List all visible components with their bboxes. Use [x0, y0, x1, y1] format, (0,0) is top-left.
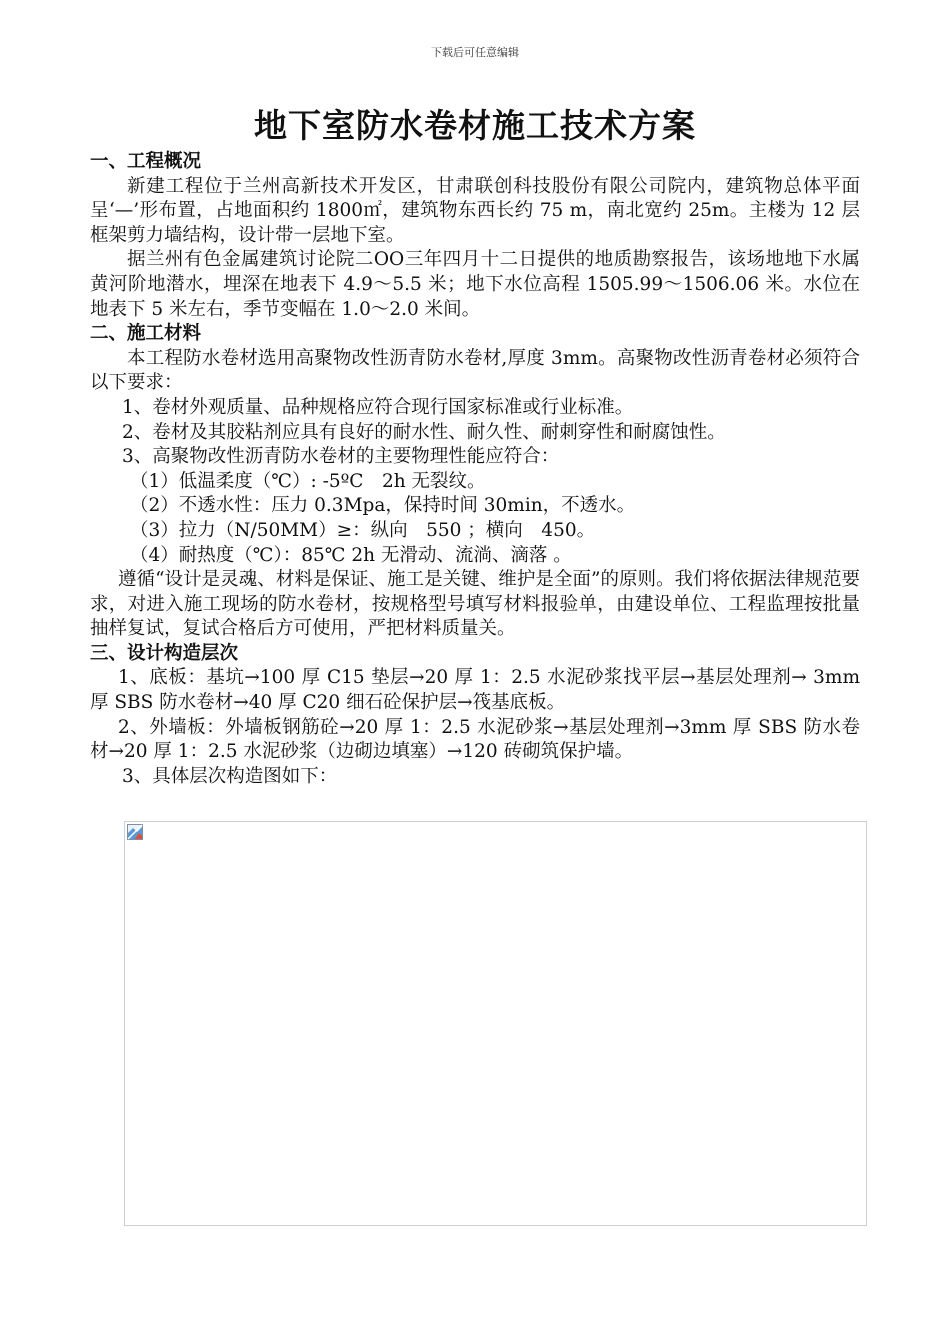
section1-paragraph-2: 据兰州有色金属建筑讨论院二OO三年四月十二日提供的地质勘察报告，该场地地下水属黄河阶地潜水，埋深在地表下 4.9～5.5 米；地下水位高程 1505.99～1506.06 米。水位在地表下 5 米左右，季节变幅在 1.0～2.0 米间。: [90, 249, 860, 320]
section3-item-3: 3、具体层次构造图如下：: [122, 765, 338, 787]
section3-item-1: 1、底板：基坑→100 厚 C15 垫层→20 厚 1：2.5 水泥砂浆找平层→基层处理剂→ 3mm 厚 SBS 防水卷材→40 厚 C20 细石砼保护层→筏基底板。: [90, 667, 860, 714]
section2-intro: 本工程防水卷材选用高聚物改性沥青防水卷材,厚度 3mm。高聚物改性沥青卷材必须符合以下要求：: [90, 347, 860, 394]
section2-subitem-1: （1）低温柔度（℃）: -5ºC 2h 无裂纹。: [130, 470, 486, 492]
header-note: 下载后可任意编辑: [431, 46, 519, 59]
section1-heading: 一、工程概况: [90, 151, 202, 172]
section2-subitem-3: （3）拉力（N/50MM）≥：纵向 550 ；横向 450。: [130, 519, 596, 541]
document-body: [90, 150, 860, 789]
section2-subitem-4: （4）耐热度（℃）：85℃ 2h 无滑动、流淌、滴落 。: [130, 544, 572, 566]
construction-diagram-frame: [124, 821, 867, 1226]
document-title: 地下室防水卷材施工技术方案: [254, 106, 696, 145]
section1-paragraph-1: 新建工程位于兰州高新技术开发区，甘肃联创科技股份有限公司院内，建筑物总体平面呈‘—’形布置，占地面积约 1800㎡，建筑物东西长约 75 m，南北宽约 25m。主楼为 12 层框架剪力墙结构，设计带一层地下室。: [90, 175, 860, 246]
section2-item-3: 3、高聚物改性沥青防水卷材的主要物理性能应符合：: [122, 446, 560, 468]
section2-subitem-2: （2）不透水性：压力 0.3Mpa，保持时间 30min，不透水。: [130, 495, 636, 517]
section2-heading: 二、施工材料: [90, 323, 202, 345]
section2-closing: 遵循“设计是灵魂、材料是保证、施工是关键、维护是全面”的原则。我们将依据法律规范要求，对进入施工现场的防水卷材，按规格型号填写材料报验单，由建设单位、工程监理按批量抽样复试，复试合格后方可使用，严把材料质量关。: [90, 569, 860, 640]
broken-image-icon: [127, 824, 143, 840]
section3-heading: 三、设计构造层次: [90, 642, 239, 664]
section2-item-2: 2、卷材及其胶粘剂应具有良好的耐水性、耐久性、耐刺穿性和耐腐蚀性。: [122, 421, 726, 443]
section3-item-2: 2、外墙板：外墙板钢筋砼→20 厚 1：2.5 水泥砂浆→基层处理剂→3mm 厚 SBS 防水卷材→20 厚 1：2.5 水泥砂浆（边砌边填塞）→120 砖砌筑保护墙。: [90, 716, 860, 763]
section2-item-1: 1、卷材外观质量、品种规格应符合现行国家标准或行业标准。: [122, 396, 634, 418]
